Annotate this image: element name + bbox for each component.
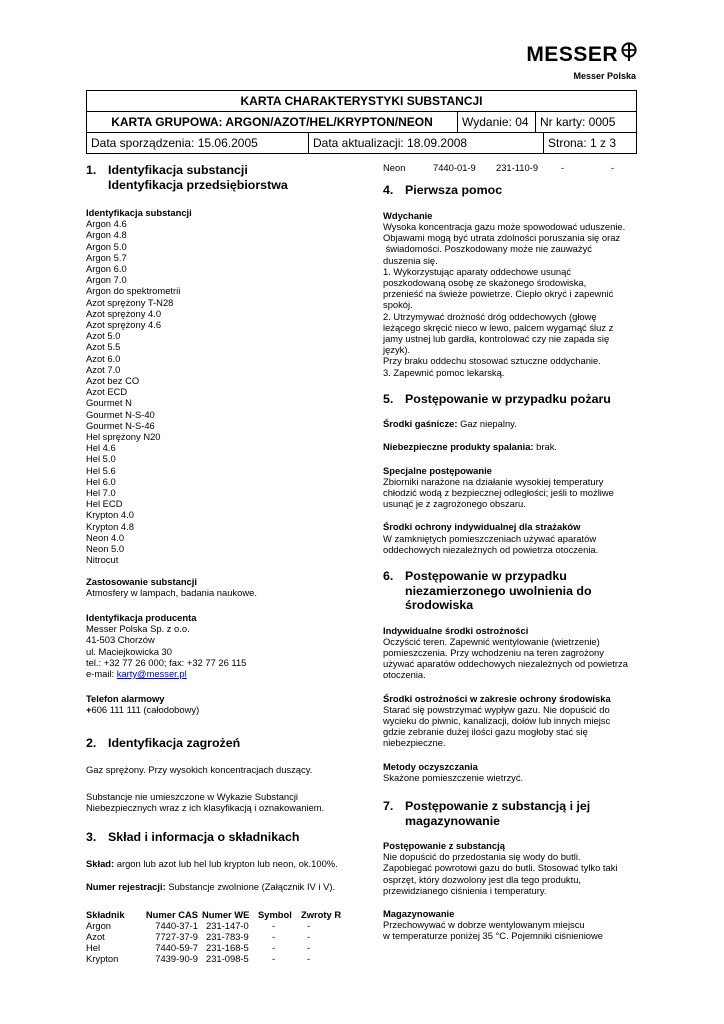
registration-label: Numer rejestracji: <box>86 881 166 893</box>
text-line: wycieku do piwnic, kanalizacji, dołów lub innych miejsc <box>383 715 611 726</box>
text-line: W zamkniętych pomieszczeniach używać aparatów <box>383 532 597 544</box>
producer-line: tel.: +32 77 26 000; fax: +32 77 26 115 <box>86 656 247 668</box>
composition-line <box>86 858 362 869</box>
section-title: Pierwsza pomoc <box>405 183 503 198</box>
extinguishing-text: Gaz niepalny. <box>457 418 517 430</box>
section-number: 7. <box>383 799 394 814</box>
producer-line: Messer Polska Sp. z o.o. <box>86 623 190 635</box>
list-item: Hel 6.0 <box>86 475 116 487</box>
text-line: usunąć je z zagrożonego obszaru. <box>383 498 526 510</box>
section-title: Identyfikacja przedsiębiorstwa <box>108 177 288 192</box>
right-column <box>383 163 639 942</box>
list-item: Argon 5.0 <box>86 240 127 252</box>
alarm-phone-text: 606 111 111 (całodobowy) <box>91 704 200 716</box>
components-header-row <box>86 909 341 920</box>
special-procedure-text <box>383 476 639 510</box>
table-header: Numer CAS <box>145 908 198 920</box>
section-title-line: Postępowanie z substancją i jej <box>405 799 591 814</box>
section-title: Skład i informacja o składnikach <box>108 829 300 844</box>
list-item: Gourmet N-S-40 <box>86 408 155 420</box>
list-item: Argon 4.6 <box>86 218 127 230</box>
list-item: Hel ECD <box>86 498 123 510</box>
environment-precautions-heading: Środki ostrożności w zakresie ochrony środowiska <box>383 692 611 704</box>
section-title: Identyfikacja zagrożeń <box>108 735 241 750</box>
text-line: Wysoka koncentracja gazu może spowodować uduszenie. <box>383 220 626 232</box>
use-heading: Zastosowanie substancji <box>86 575 197 587</box>
list-item: Argon 5.7 <box>86 251 127 263</box>
producer-line: 41-503 Chorzów <box>86 634 155 646</box>
combustion-products-label: Niebezpieczne produkty spalania: <box>383 441 534 453</box>
text-line: 1. Wykorzystując aparaty oddechowe usunąć <box>383 265 572 277</box>
cleanup-heading: Metody oczyszczania <box>383 760 478 772</box>
section-3-heading <box>86 830 362 845</box>
table-row <box>86 942 341 953</box>
list-item: Nitrocut <box>86 554 119 566</box>
header-table <box>86 90 637 154</box>
section-title-line: środowiska <box>405 598 474 613</box>
text-line: Zapobiegać powrotowi gazu do butli. Stosować tylko taki <box>383 862 618 874</box>
list-item: Gourmet N <box>86 397 132 409</box>
text-line: pomieszczenia. Przy wchodzeniu na teren zagrożony <box>383 646 604 658</box>
list-item: Neon 5.0 <box>86 543 125 555</box>
producer-email-line <box>86 668 362 679</box>
table-cell: Krypton <box>86 953 119 965</box>
logo-subtitle: Messer Polska <box>573 71 636 81</box>
extinguishing-line <box>383 418 639 429</box>
list-item: Hel sprężony N20 <box>86 431 161 443</box>
text-line: Nie dopuścić do przedostania się wody do butli. <box>383 851 581 863</box>
section-number: 1. <box>86 163 97 177</box>
list-item: Hel 4.6 <box>86 442 116 454</box>
table-cell: Neon <box>383 162 406 173</box>
table-row <box>86 953 341 964</box>
section-title-line: Postępowanie w przypadku <box>405 569 567 584</box>
table-cell: 231-098-5 <box>206 953 249 965</box>
section-4-heading <box>383 183 639 198</box>
text-line: gdzie zebranie dużej ilości gazu mogłoby stać się <box>383 726 588 738</box>
substance-id-heading: Identyfikacja substancji <box>86 207 192 218</box>
text-line: duszenia się. <box>383 254 438 266</box>
list-item: Azot 5.0 <box>86 330 121 342</box>
personal-precautions-heading: Indywidualne środki ostrożności <box>383 624 529 636</box>
list-item: Neon 4.0 <box>86 531 125 543</box>
prepared-date: Data sporządzenia: 15.06.2005 <box>87 133 309 153</box>
text-line: język). <box>383 344 411 356</box>
neon-row <box>383 162 614 173</box>
text-line: chłodzić wodą z bezpiecznej odległości; jeśli to możliwe <box>383 487 614 499</box>
list-item: Krypton 4.8 <box>86 520 134 532</box>
hazard-text: Gaz sprężony. Przy wysokich koncentracjach duszący. <box>86 764 313 776</box>
producer-details <box>86 623 362 668</box>
messer-emblem-icon <box>620 42 638 62</box>
edition: Wydanie: 04 <box>458 112 536 133</box>
section-5-heading <box>383 392 639 407</box>
text-line: przenieść na świeże powietrze. Ciepło okryć i zapewnić <box>383 288 614 300</box>
table-cell: - <box>307 919 311 931</box>
firefighter-ppe-text <box>383 533 639 555</box>
text-line: poszkodowaną osobę ze skażonego środowiska, <box>383 276 587 288</box>
section-number: 3. <box>86 829 97 844</box>
text-line: w temperaturze poniżej 35 °C. Pojemniki ciśnieniowe <box>383 930 603 942</box>
table-cell: 7439-90-9 <box>155 953 198 965</box>
table-cell: 231-168-5 <box>206 942 249 954</box>
use-text: Atmosfery w lampach, badania naukowe. <box>86 586 257 598</box>
list-item: Argon do spektrometrii <box>86 285 181 297</box>
section-6-heading <box>383 569 639 613</box>
alarm-heading: Telefon alarmowy <box>86 693 165 705</box>
table-row <box>86 920 341 931</box>
list-item: Azot sprężony 4.0 <box>86 307 162 319</box>
email-link[interactable]: karty@messer.pl <box>116 667 187 679</box>
list-item: Hel 7.0 <box>86 487 116 499</box>
components-table <box>86 909 341 965</box>
special-procedure-heading: Specjalne postępowanie <box>383 464 492 476</box>
alarm-plus: + <box>86 704 92 716</box>
text-line: przewidzianego ciśnienia i temperatury. <box>383 884 547 896</box>
email-label: e-mail: <box>86 667 117 679</box>
section-number: 2. <box>86 735 97 750</box>
first-aid-text <box>383 221 639 378</box>
substance-list <box>86 218 362 565</box>
hazard-note-line: Niebezpiecznych wraz z ich klasyfikacją i oznakowaniem. <box>86 802 325 814</box>
text-line: osprzęt, który dozwolony jest dla tego produktu, <box>383 873 582 885</box>
table-cell: 7440-37-1 <box>155 919 198 931</box>
table-header: Zwroty R <box>301 908 342 920</box>
cleanup-text: Skażone pomieszczenie wietrzyć. <box>383 771 524 783</box>
table-cell: - <box>307 942 311 954</box>
storage-heading: Magazynowanie <box>383 908 455 920</box>
text-line: Objawami mogą być utrata zdolności poruszania się oraz <box>383 232 621 244</box>
handling-heading: Postępowanie z substancją <box>383 840 505 852</box>
text-line: świadomości. Poszkodowany może nie zauważyć <box>383 243 592 255</box>
table-header: Składnik <box>86 908 125 920</box>
table-cell: - <box>272 953 276 965</box>
group-card-title: KARTA GRUPOWA: ARGON/AZOT/HEL/KRYPTON/NEON <box>87 112 458 133</box>
list-item: Azot 5.5 <box>86 341 121 353</box>
table-cell: Hel <box>86 942 101 954</box>
inhalation-heading: Wdychanie <box>383 209 433 221</box>
table-row <box>383 162 614 173</box>
combustion-products-line <box>383 441 639 452</box>
section-title: Postępowanie w przypadku pożaru <box>405 391 611 406</box>
card-number: Nr karty: 0005 <box>536 112 637 133</box>
text-line: oddechowych niezależnych od powietrza otoczenia. <box>383 543 599 555</box>
table-cell: 231-147-0 <box>206 919 249 931</box>
table-header: Symbol <box>258 908 292 920</box>
list-item: Gourmet N-S-46 <box>86 419 155 431</box>
text-line: 3. Zapewnić pomoc lekarską. <box>383 366 505 378</box>
text-line: Zbiorniki narażone na działanie wysokiej temperatury <box>383 475 604 487</box>
registration-text: Substancje zwolnione (Załącznik IV i V). <box>165 881 336 893</box>
text-line: niebezpieczne. <box>383 737 446 749</box>
section-title-line: niezamierzonego uwolnienia do <box>405 583 592 598</box>
list-item: Azot 6.0 <box>86 352 121 364</box>
table-cell: - <box>611 162 615 173</box>
table-header: Numer WE <box>202 908 250 920</box>
text-line: jamy ustnej lub gardła, kontrolować czy nie zapada się <box>383 332 610 344</box>
text-line: Starać się powstrzymać wypływ gazu. Nie dopuścić do <box>383 703 610 715</box>
list-item: Argon 7.0 <box>86 274 127 286</box>
section-title-line: magazynowanie <box>405 813 501 828</box>
list-item: Krypton 4.0 <box>86 509 134 521</box>
text-line: Oczyścić teren. Zapewnić wentylowanie (wietrzenie) <box>383 635 600 647</box>
table-cell: Argon <box>86 919 112 931</box>
page-number: Strona: 1 z 3 <box>548 136 617 150</box>
list-item: Argon 6.0 <box>86 263 127 275</box>
text-line: 2. Utrzymywać drożność dróg oddechowych (głowę <box>383 310 597 322</box>
text-line: spokój. <box>383 299 413 311</box>
section-title <box>405 799 590 828</box>
text-line: Przechowywać w dobrze wentylowanym miejscu <box>383 919 585 931</box>
list-item: Azot ECD <box>86 386 128 398</box>
table-cell: 231-110-9 <box>496 162 539 173</box>
section-2-heading <box>86 736 362 751</box>
personal-precautions-text <box>383 636 639 681</box>
section-1-heading <box>86 163 362 192</box>
table-cell: 7440-59-7 <box>155 942 198 954</box>
table-cell: - <box>272 919 276 931</box>
table-cell: - <box>272 930 276 942</box>
updated-date: Data aktualizacji: 18.09.2008 <box>309 133 544 153</box>
hazard-note-line: Substancje nie umieszczone w Wykazie Substancji <box>86 791 298 803</box>
section-title: Identyfikacja substancji <box>108 163 248 177</box>
table-cell: - <box>561 162 565 173</box>
table-row <box>86 931 341 942</box>
table-cell: - <box>272 942 276 954</box>
left-column <box>86 163 362 965</box>
text-line: Przy braku oddechu stosować sztuczne oddychanie. <box>383 355 601 367</box>
handling-text <box>383 851 639 896</box>
table-cell: 7727-37-9 <box>155 930 198 942</box>
messer-logo <box>526 44 638 81</box>
text-line: otoczenia. <box>383 669 426 681</box>
list-item: Hel 5.0 <box>86 453 116 465</box>
firefighter-ppe-heading: Środki ochrony indywidualnej dla strażaków <box>383 521 581 533</box>
table-cell: - <box>307 930 311 942</box>
section-number: 6. <box>383 569 394 584</box>
list-item: Azot bez CO <box>86 375 140 387</box>
section-number: 4. <box>383 183 394 198</box>
composition-text: argon lub azot lub hel lub krypton lub neon, ok.100%. <box>114 858 338 870</box>
alarm-phone <box>86 704 362 715</box>
section-title <box>405 569 592 613</box>
composition-label: Skład: <box>86 858 115 870</box>
table-cell: Azot <box>86 930 105 942</box>
producer-line: ul. Maciejkowicka 30 <box>86 645 172 657</box>
producer-heading: Identyfikacja producenta <box>86 611 197 623</box>
logo-brand: MESSER <box>526 43 618 66</box>
list-item: Azot 7.0 <box>86 363 121 375</box>
hazard-note <box>86 791 362 813</box>
storage-text <box>383 919 639 941</box>
list-item: Azot sprężony T-N28 <box>86 296 174 308</box>
table-cell: 7440-01-9 <box>433 162 476 173</box>
text-line: używać aparatów oddechowych niezależnych od powietrza <box>383 658 628 670</box>
table-cell: 231-783-9 <box>206 930 249 942</box>
table-cell: - <box>307 953 311 965</box>
list-item: Azot sprężony 4.6 <box>86 319 162 331</box>
text-line: leżącego skręcić nieco w lewo, palcem wygarnąć śluz z <box>383 321 614 333</box>
list-item: Hel 5.6 <box>86 464 116 476</box>
environment-precautions-text <box>383 704 639 749</box>
section-7-heading <box>383 799 639 828</box>
section-number: 5. <box>383 391 394 406</box>
document-title: KARTA CHARAKTERYSTYKI SUBSTANCJI <box>87 91 637 112</box>
combustion-products-text: brak. <box>533 441 558 453</box>
list-item: Argon 4.8 <box>86 229 127 241</box>
registration-line <box>86 881 362 892</box>
extinguishing-label: Środki gaśnicze: <box>383 418 458 430</box>
